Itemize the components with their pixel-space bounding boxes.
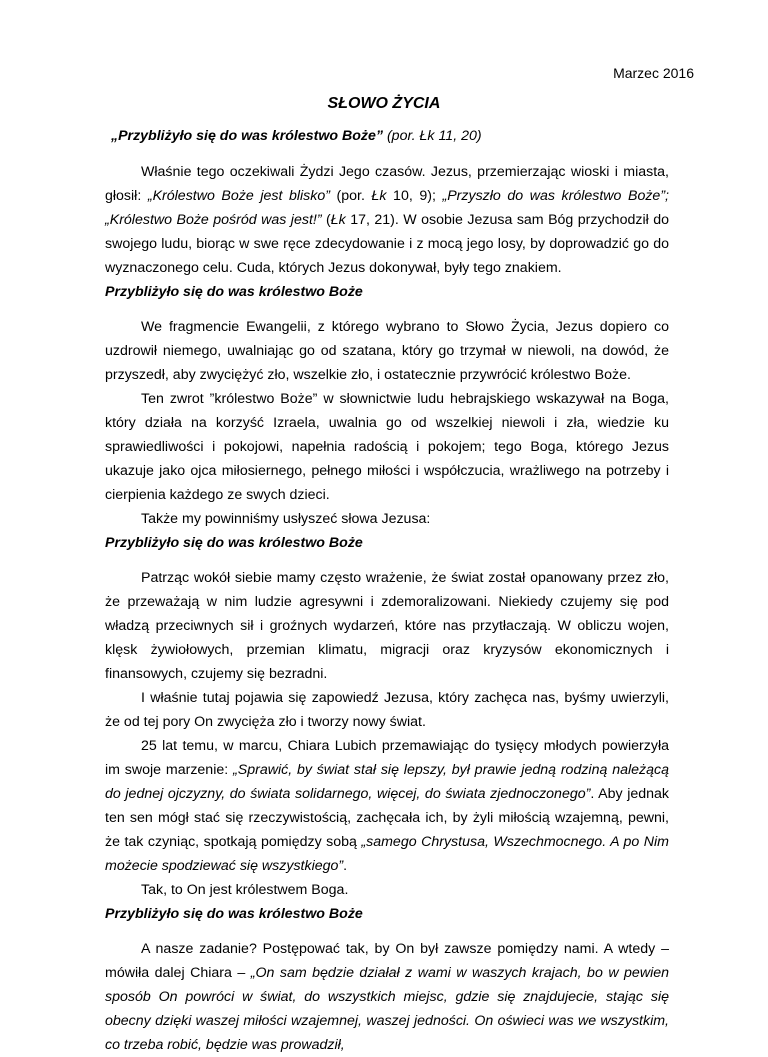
paragraph-2: We fragmencie Ewangelii, z którego wybrano to Słowo Życia, Jezus dopiero co uzdrowił niemego, uwalniając go od szatana, który go trzymał w niewoli, na dowód, że przyszedł, aby zwyciężyć zło, wszelkie zło, i ostatecznie przywrócić królestwo Boże. (105, 319, 669, 383)
p1-text-3: 10, 9); (386, 188, 443, 204)
motto-quote: „Przybliżyło się do was królestwo Boże” (111, 128, 384, 144)
paragraph-3: Ten zwrot ”królestwo Boże” w słownictwie ludu hebrajskiego wskazywał na Boga, który działa na korzyść Izraela, uwalnia go od wszelkiej niewoli i zła, wiedzie ku sprawiedliwości i pokojowi, napełnia radością i pokojem; tego Boga, którego Jezus ukazuje jako ojca miłosiernego, pełnego miłości i współczucia, wrażliwego na potrzeby i cierpienia każdego ze swych dzieci. (105, 391, 669, 503)
p9-text: A nasze zadanie? Postępować tak, by On był zawsze pomiędzy nami. A wtedy – mówiła dalej Chiara – (105, 941, 669, 981)
p1-text-5: 17, 21). W osobie Jezusa sam Bóg przychodził do swojego ludu, biorąc w swe ręce zdecydowanie i z mocą jego losy, by doprowadzić go do wyznaczonego celu. Cuda, których Jezus dokonywał, były tego znakiem. (105, 212, 669, 276)
paragraph-4: Także my powinniśmy usłyszeć słowa Jezusa: (141, 511, 431, 527)
p1-text-2: (por. (329, 188, 372, 204)
p7-text-2: . Aby jednak ten sen mógł stać się rzeczywistością, zachęcała ich, by żyli miłością wzajemną, pewni, że tak czyniąc, spotkają pomiędzy sobą (105, 786, 669, 850)
p1-text-4: ( (321, 212, 331, 228)
refrain-heading-3: Przybliżyło się do was królestwo Boże (105, 906, 363, 922)
motto-reference: (por. Łk 11, 20) (383, 128, 482, 144)
paragraph-5: Patrząc wokół siebie mamy często wrażenie, że świat został opanowany przez zło, że przeważają w nim ludzie agresywni i zdemoralizowani. Niekiedy czujemy się pod władzą przeciwnych sił i groźnych wydarzeń, które nas przytłaczają. W obliczu wojen, klęsk żywiołowych, przemian klimatu, migracji oraz kryzysów ekonomicznych i finansowych, czujemy się bezradni. (105, 570, 669, 682)
p9-quote: „On sam będzie działał z wami w waszych krajach, bo w pewien sposób On powróci w świat, do wszystkich miejsc, gdzie się znajdujecie, stając się obecny dzięki waszej miłości wzajemnej, waszej jedności. On oświeci was we wszystkim, co trzeba robić, będzie was prowadził, (105, 965, 669, 1053)
date-label: Marzec 2016 (613, 65, 694, 81)
document-title: SŁOWO ŻYCIA (327, 95, 441, 112)
p7-quote-1: „Sprawić, by świat stał się lepszy, był prawie jedną rodziną należącą do jednej ojczyzny, do świata solidarnego, więcej, do świata zjednoczonego” (105, 762, 669, 802)
paragraph-7 (105, 734, 669, 878)
paragraph-9 (105, 937, 669, 1057)
document-body (105, 124, 669, 1057)
paragraph-6: I właśnie tutaj pojawia się zapowiedź Jezusa, który zachęca nas, byśmy uwierzyli, że od tej pory On zwycięża zło i tworzy nowy świat. (105, 690, 669, 730)
p1-quote-1: „Królestwo Boże jest blisko” (147, 188, 330, 204)
motto (105, 124, 669, 148)
p1-text: Właśnie tego oczekiwali Żydzi Jego czasów. Jezus, przemierzając wioski i miasta, głosił: (105, 164, 669, 204)
p7-text: 25 lat temu, w marcu, Chiara Lubich przemawiając do tysięcy młodych powierzyła im swoje marzenie: (105, 738, 669, 778)
refrain-heading-2: Przybliżyło się do was królestwo Boże (105, 535, 363, 551)
p1-ref-1: Łk (371, 188, 387, 204)
p1-ref-2: Łk (330, 212, 346, 228)
p7-text-3: . (343, 858, 348, 874)
refrain-heading-1: Przybliżyło się do was królestwo Boże (105, 284, 363, 300)
p1-quote-2: „Przyszło do was królestwo Boże”; „Królestwo Boże pośród was jest!” (105, 188, 669, 228)
paragraph-1 (105, 160, 669, 280)
p7-quote-2: „samego Chrystusa, Wszechmocnego. A po Nim możecie spodziewać się wszystkiego” (105, 834, 669, 874)
paragraph-8: Tak, to On jest królestwem Boga. (141, 882, 349, 898)
